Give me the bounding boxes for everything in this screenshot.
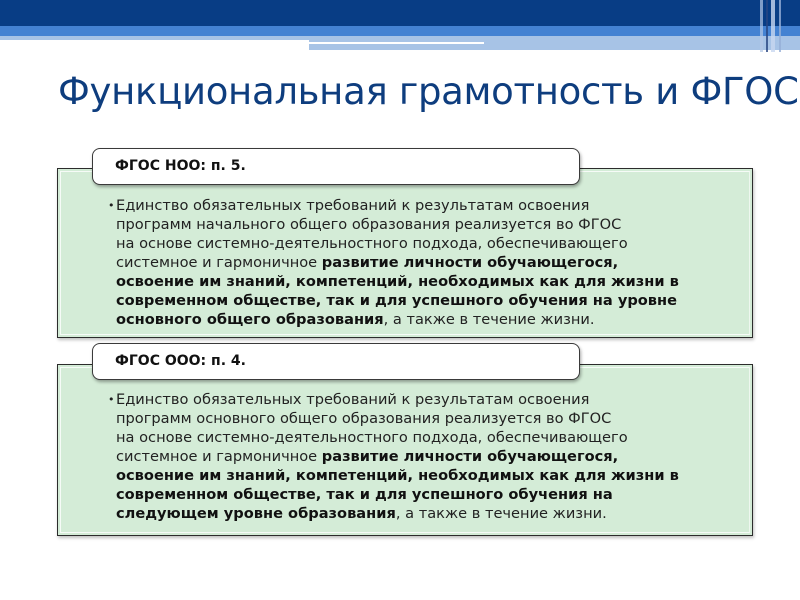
text-line: современном обществе, так и для успешного обучения на уровне xyxy=(116,292,678,309)
label-box-ooo xyxy=(92,343,580,380)
text-line: основного общего образования, а также в течение жизни. xyxy=(116,311,595,328)
header-band-mid xyxy=(0,26,800,36)
text-line: освоение им знаний, компетенций, необходимых как для жизни в xyxy=(116,273,679,290)
text-line: на основе системно-деятельностного подхода, обеспечивающего xyxy=(116,429,628,446)
text-line: следующем уровне образования, а также в течение жизни. xyxy=(116,505,607,522)
slide-title: Функциональная грамотность и ФГОС xyxy=(58,70,799,113)
header-stripe xyxy=(771,0,775,52)
header-stripe xyxy=(766,0,768,52)
body-text-noo xyxy=(108,196,746,329)
header-stripe xyxy=(779,0,781,52)
bullet-icon: • xyxy=(108,393,115,406)
body-text-ooo xyxy=(108,390,746,523)
text-line: Единство обязательных требований к результатам освоения xyxy=(116,197,590,214)
label-box-noo xyxy=(92,148,580,185)
text-line: программ начального общего образования реализуется во ФГОС xyxy=(116,216,622,233)
text-line: системное и гармоничное развитие личности обучающегося, xyxy=(116,448,619,465)
text-line: системное и гармоничное развитие личности обучающегося, xyxy=(116,254,619,271)
header-band-light-left xyxy=(0,36,309,40)
header-white-block xyxy=(421,51,800,55)
text-line: на основе системно-деятельностного подхода, обеспечивающего xyxy=(116,235,628,252)
bullet-icon: • xyxy=(108,199,115,212)
text-line: программ основного общего образования реализуется во ФГОС xyxy=(116,410,612,427)
header-stripe xyxy=(760,0,763,52)
text-line: современном обществе, так и для успешного обучения на xyxy=(116,486,613,503)
header-white-line xyxy=(309,42,484,44)
label-ooo: ФГОС ООО: п. 4. xyxy=(115,353,246,369)
label-noo: ФГОС НОО: п. 5. xyxy=(115,158,246,174)
text-line: освоение им знаний, компетенций, необходимых как для жизни в xyxy=(116,467,679,484)
header-band-dark xyxy=(0,0,800,26)
text-line: Единство обязательных требований к результатам освоения xyxy=(116,391,590,408)
